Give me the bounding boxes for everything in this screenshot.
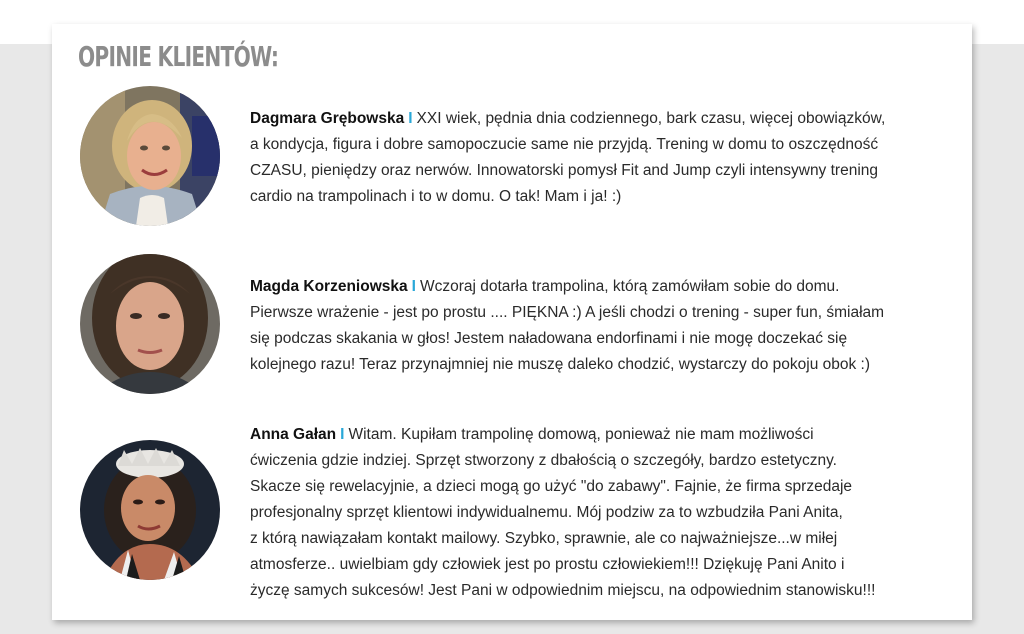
review-author: Magda Korzeniowska: [250, 278, 408, 295]
portrait-photo-dark-haired-woman: [80, 254, 220, 394]
portrait-photo-blonde-woman: [80, 86, 220, 226]
review-text: [250, 422, 950, 604]
review-line: Skacze się rewelacyjnie, a dzieci mogą go użyć "do zabawy". Fajnie, że firma sprzedaje: [250, 478, 853, 495]
review-line: życzę samych sukcesów! Jest Pani w odpowiednim miejscu, na odpowiednim stanowisku!!!: [250, 582, 876, 599]
review-author: Anna Gałan: [250, 426, 337, 443]
review-text: [250, 274, 950, 378]
author-separator: I: [411, 278, 416, 295]
avatar-dagmara: [80, 86, 220, 226]
review-line: kolejnego razu! Teraz przynajmniej nie muszę daleko chodzić, wystarczy do pokoju obok :): [250, 356, 871, 373]
review-line: się podczas skakania w głos! Jestem naładowana endorfinami i nie mogę doczekać się: [250, 330, 848, 347]
review-line: [250, 422, 950, 448]
avatar-magda: [80, 254, 220, 394]
review-line: cardio na trampolinach i to w domu. O tak! Mam i ja! :): [250, 188, 622, 205]
section-title: OPINIE KLIENTÓW:: [78, 40, 279, 73]
review-line: ćwiczenia gdzie indziej. Sprzęt stworzony z dbałością o szczegóły, bardzo estetyczny.: [250, 452, 837, 469]
avatar-anna: [80, 440, 220, 580]
review-line-text: Witam. Kupiłam trampolinę domową, ponieważ nie mam możliwości: [348, 426, 814, 443]
review-author: Dagmara Grębowska: [250, 110, 405, 127]
review-line: z którą nawiązałam kontakt mailowy. Szybko, sprawnie, ale co najważniejsze...w miłej: [250, 530, 838, 547]
review-line: Pierwsze wrażenie - jest po prostu .... PIĘKNA :) A jeśli chodzi o trening - super fun, śmiałam: [250, 304, 885, 321]
review-line: CZASU, pieniędzy oraz nerwów. Innowatorski pomysł Fit and Jump czyli intensywny trening: [250, 162, 879, 179]
review-line: [250, 106, 950, 132]
review-text: [250, 106, 950, 210]
testimonials-card: [52, 24, 972, 620]
portrait-photo-woman-with-headband: [80, 440, 220, 580]
review-line: a kondycja, figura i dobre samopoczucie same nie przyjdą. Trening w domu to oszczędność: [250, 136, 879, 153]
author-separator: I: [408, 110, 413, 127]
review-line: profesjonalny sprzęt klientowi indywidualnemu. Mój podziw za to wzbudziła Pani Anita,: [250, 504, 843, 521]
author-separator: I: [340, 426, 345, 443]
review-line-text: XXI wiek, pędnia dnia codziennego, bark czasu, więcej obowiązków,: [416, 110, 886, 127]
review-line: [250, 274, 950, 300]
review-line: atmosferze.. uwielbiam gdy człowiek jest po prostu człowiekiem!!! Dziękuję Pani Anito i: [250, 556, 845, 573]
review-line-text: Wczoraj dotarła trampolina, którą zamówiłam sobie do domu.: [419, 278, 840, 295]
